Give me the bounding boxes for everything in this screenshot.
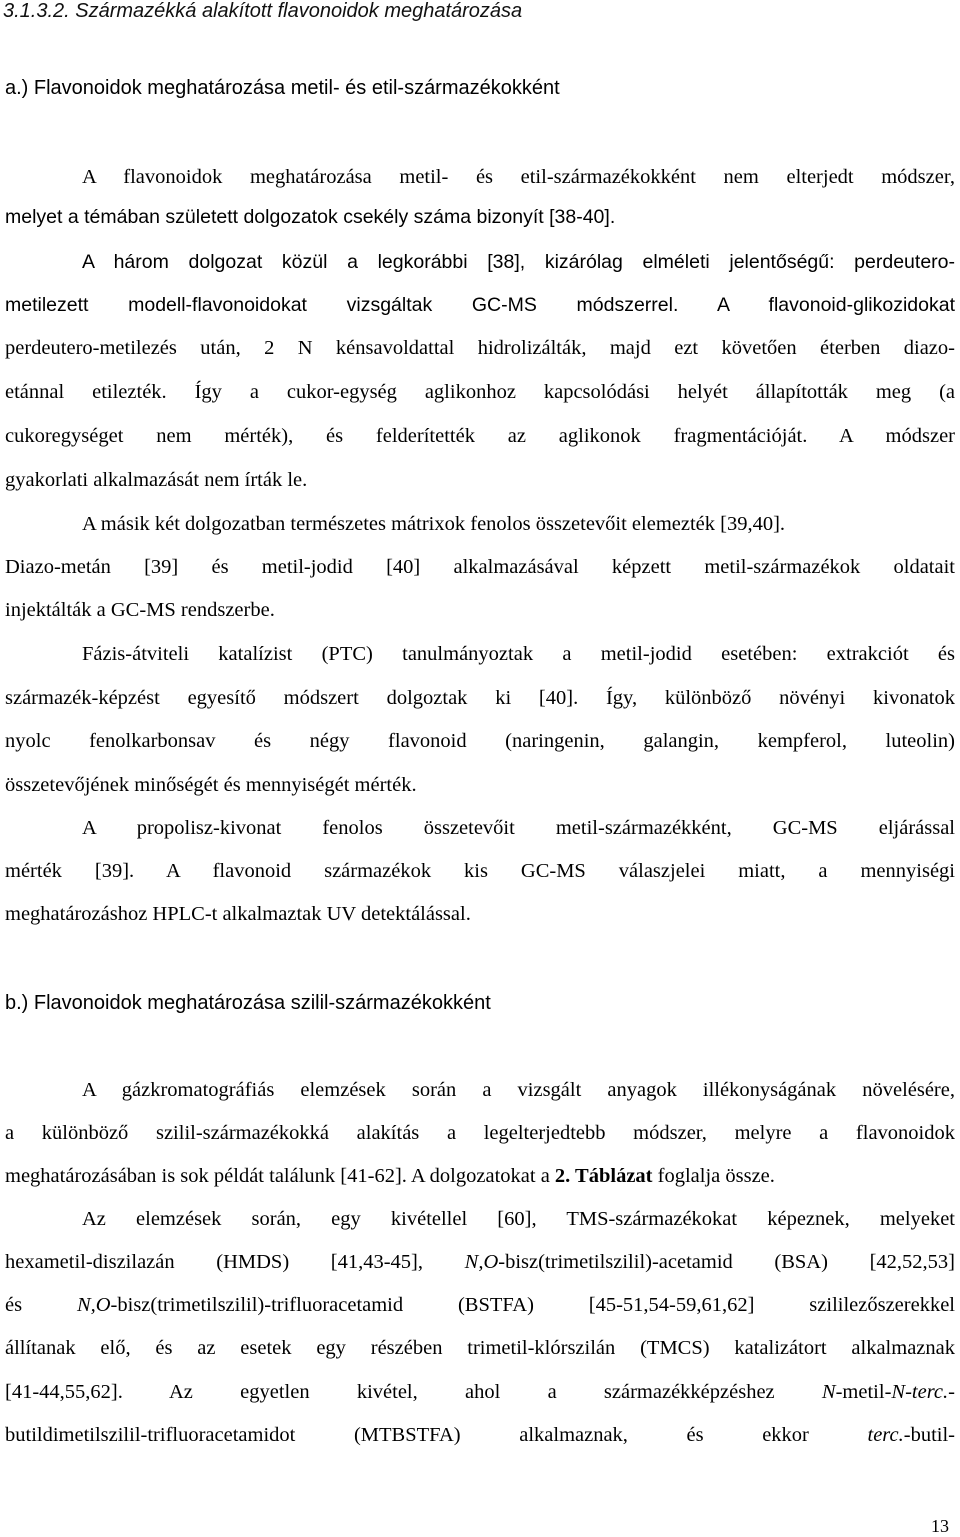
text-line: A flavonoidok meghatározása metil- és etil-származékokként nem elterjedt módszer, [82,166,955,188]
text-line: perdeutero-metilezés után, 2 N kénsavoldattal hidrolizálták, majd ezt követően éterben diazo- [5,337,955,359]
page-number: 13 [931,1516,949,1536]
text-line: származék-képzést egyesítő módszert dolgoztak ki [40]. Így, különböző növényi kivonatok [5,687,955,709]
text-line: Diazo-metán [39] és metil-jodid [40] alkalmazásával képzett metil-származékok oldatait [5,556,955,578]
section-heading: 3.1.3.2. Származékká alakított flavonoidok meghatározása [3,0,523,22]
italic-span: terc. [911,1381,949,1403]
text-line [5,1251,955,1274]
text-line: metilezett modell-flavonoidokat vizsgáltak GC-MS módszerrel. A flavonoid-glikozidokat [5,294,955,316]
text-line: cukoregységet nem mérték), és felderítették az aglikonok fragmentációját. A módszer [5,425,955,447]
text-line: mérték [39]. A flavonoid származékok kis GC-MS válaszjelei miatt, a mennyiségi [5,860,955,882]
italic-span: N [891,1381,906,1403]
text-line: A propolisz-kivonat fenolos összetevőit metil-származékként, GC-MS eljárással [82,817,955,839]
text-span: -bisz(trimetilszilil)-acetamid (BSA) [42,52,53] [498,1251,955,1273]
italic-span: N [821,1381,836,1403]
text-line: összetevőjének minőségét és mennyiségét mérték. [5,774,417,796]
text-span: -butil- [903,1424,955,1446]
italic-span: N,O [464,1251,499,1273]
text-line [5,1424,955,1447]
text-line: meghatározáshoz HPLC-t alkalmaztak UV detektálással. [5,903,471,925]
subsection-b-title: b.) Flavonoidok meghatározása szilil-származékokként [5,992,491,1014]
text-span: meghatározásában is sok példát találunk [41-62]. A dolgozatokat a [5,1165,555,1187]
text-line: A gázkromatográfiás elemzések során a vizsgált anyagok illékonyságának növelésére, [82,1079,955,1101]
text-line: melyet a témában született dolgozatok csekély száma bizonyít [38-40]. [5,206,616,228]
text-span: - [948,1381,955,1403]
text-span: foglalja össze. [652,1165,775,1187]
text-line [5,1294,955,1317]
text-span: -metil- [835,1381,892,1403]
text-line: injektálták a GC-MS rendszerbe. [5,599,275,621]
italic-span: terc. [867,1424,904,1446]
text-line: gyakorlati alkalmazását nem írták le. [5,469,308,491]
text-line: a különböző szilil-származékokká alakítás a legelterjedtebb módszer, melyre a flavonoidok [5,1122,955,1144]
italic-span: N,O [76,1294,111,1316]
text-line [5,1165,775,1188]
text-line: etánnal etilezték. Így a cukor-egység aglikonhoz kapcsolódási helyét állapították meg (a [5,381,955,403]
text-line [5,1381,955,1404]
text-line: nyolc fenolkarbonsav és négy flavonoid (naringenin, galangin, kempferol, luteolin) [5,730,955,752]
text-span: hexametil-diszilazán (HMDS) [41,43-45], [5,1251,465,1273]
text-line: Fázis-átviteli katalízist (PTC) tanulmányoztak a metil-jodid esetében: extrakciót és [82,643,955,665]
text-line: Az elemzések során, egy kivétellel [60], TMS-származékokat képeznek, melyeket [82,1208,955,1230]
text-line: A három dolgozat közül a legkorábbi [38], kizárólag elméleti jelentőségű: perdeutero- [82,251,955,273]
text-line: A másik két dolgozatban természetes mátrixok fenolos összetevőit elemezték [39,40]. [82,513,786,535]
subsection-a-title: a.) Flavonoidok meghatározása metil- és etil-származékokként [5,77,560,99]
table-reference: 2. Táblázat [554,1165,653,1187]
text-span: és [5,1294,77,1316]
text-line: állítanak elő, és az esetek egy részében trimetil-klórszilán (TMCS) katalizátort alkalmaznak [5,1337,955,1359]
text-span: [41-44,55,62]. Az egyetlen kivétel, ahol a származékképzéshez [5,1381,822,1403]
text-span: - [905,1381,912,1403]
text-span: butildimetilszilil-trifluoracetamidot (MTBSTFA) alkalmaznak, és ekkor [5,1424,868,1446]
text-span: -bisz(trimetilszilil)-trifluoracetamid (BSTFA) [45-51,54-59,61,62] szililezőszerekkel [110,1294,956,1316]
